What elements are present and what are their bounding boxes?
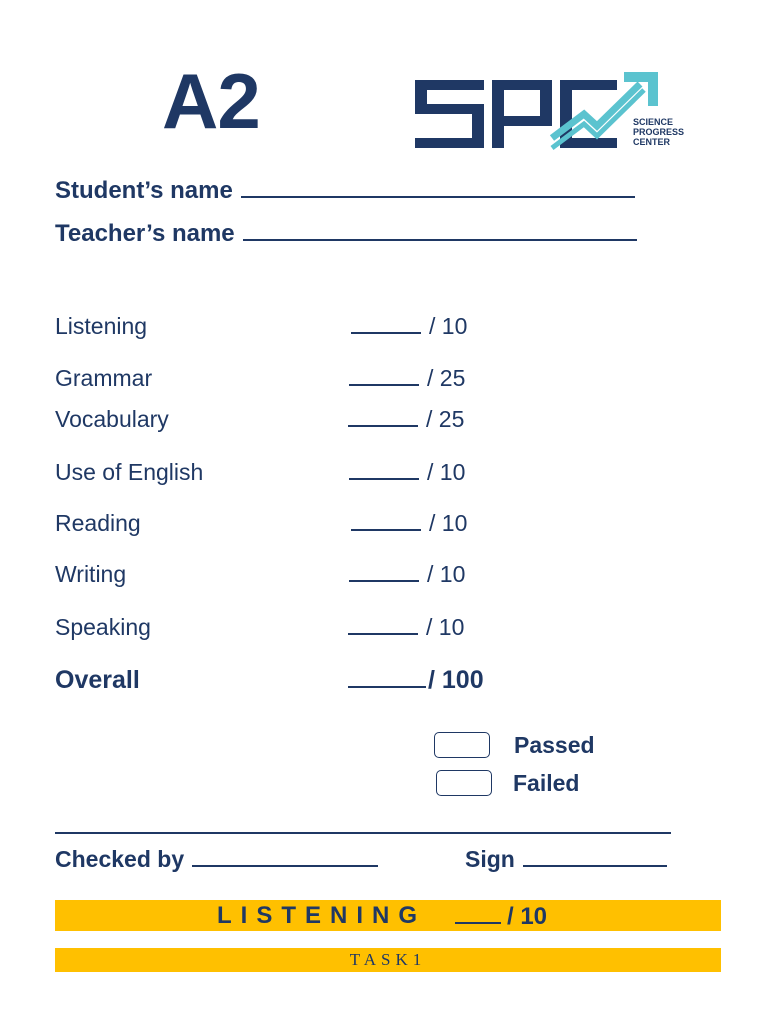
score-writing[interactable] [349, 561, 465, 588]
score-blank[interactable] [351, 511, 421, 531]
failed-label: Failed [513, 770, 580, 796]
score-max: / 25 [427, 365, 466, 391]
score-label-writing: Writing [55, 561, 127, 587]
level-title: A2 [162, 57, 260, 145]
score-max: / 10 [427, 459, 466, 485]
score-blank[interactable] [348, 407, 418, 427]
score-label-reading: Reading [55, 510, 141, 536]
score-max: / 25 [426, 406, 465, 432]
student-name-field[interactable] [55, 176, 635, 205]
score-label-use-of-english: Use of English [55, 459, 204, 485]
logo-subtitle-line: CENTER [633, 137, 671, 147]
sign-line[interactable] [523, 845, 667, 867]
logo-subtitle [633, 117, 684, 147]
score-vocabulary[interactable] [348, 406, 464, 433]
score-max: / 10 [427, 561, 466, 587]
logo-letter-s [415, 80, 484, 148]
score-label-vocabulary: Vocabulary [55, 406, 169, 432]
score-blank[interactable] [348, 615, 418, 635]
student-name-label: Student’s name [55, 177, 233, 204]
score-max: / 10 [426, 614, 465, 640]
score-label-listening: Listening [55, 313, 148, 339]
score-max: / 10 [429, 313, 468, 339]
logo-letter-p [492, 80, 552, 148]
student-name-line[interactable] [241, 176, 635, 198]
teacher-name-label: Teacher’s name [55, 220, 235, 247]
overall-label: Overall [55, 666, 140, 694]
failed-checkbox[interactable] [436, 770, 492, 796]
task-label: TASK1 [349, 950, 427, 969]
teacher-name-field[interactable] [55, 219, 637, 248]
score-use-of-english[interactable] [349, 459, 465, 486]
overall-score[interactable] [348, 666, 484, 695]
score-label-grammar: Grammar [55, 365, 153, 391]
teacher-name-line[interactable] [243, 219, 637, 241]
score-blank[interactable] [349, 366, 419, 386]
section-score-blank[interactable] [455, 902, 501, 924]
score-grammar[interactable] [349, 365, 465, 392]
checked-by-line[interactable] [192, 845, 378, 867]
divider-line [55, 832, 671, 834]
score-blank[interactable] [351, 314, 421, 334]
sign-field[interactable] [465, 845, 667, 873]
passed-label: Passed [514, 732, 595, 758]
score-label-speaking: Speaking [55, 614, 151, 640]
score-blank[interactable] [349, 460, 419, 480]
sign-label: Sign [465, 846, 515, 872]
logo-arrow-head [624, 72, 658, 106]
score-speaking[interactable] [348, 614, 464, 641]
section-max: / 10 [507, 903, 548, 930]
overall-max: / 100 [428, 666, 484, 694]
score-max: / 10 [429, 510, 468, 536]
checked-by-label: Checked by [55, 846, 185, 872]
overall-blank[interactable] [348, 668, 426, 688]
logo-subtitle-line: SCIENCE [633, 117, 674, 127]
section-score[interactable] [455, 902, 547, 931]
checked-by-field[interactable] [55, 845, 378, 873]
score-blank[interactable] [349, 562, 419, 582]
section-title: LISTENING [217, 902, 427, 929]
score-reading[interactable] [351, 510, 467, 537]
logo-subtitle-line: PROGRESS [633, 127, 685, 137]
passed-checkbox[interactable] [434, 732, 490, 758]
score-listening[interactable] [351, 313, 467, 340]
